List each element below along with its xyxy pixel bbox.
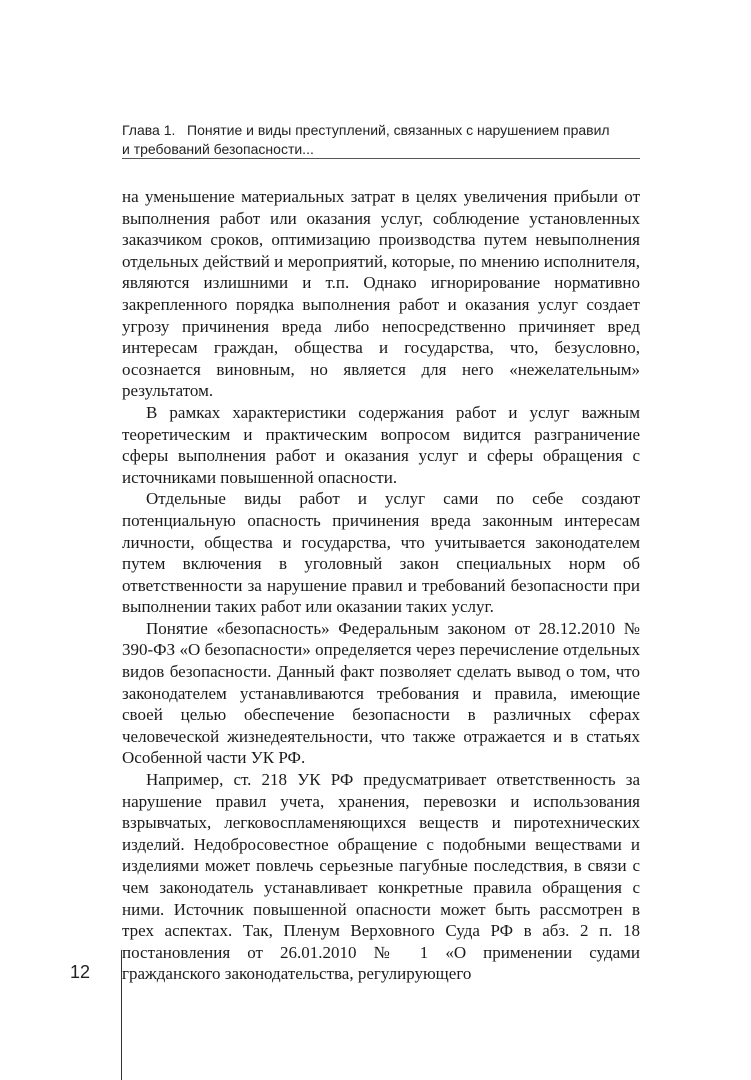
paragraph: Понятие «безопасность» Федеральным законом от 28.12.2010 № 390-ФЗ «О безопасности» определяется через перечисление отдельных видов безопасности. Данный факт позволяет сделать вывод о том, что законодателем устанавливаются требования и правила, имеющие своей целью обеспечение безопасности в различных сферах человеческой жизнедеятельности, что также отражается и в статьях Особенной части УК РФ. — [122, 618, 640, 768]
paragraph: В рамках характеристики содержания работ и услуг важным теоретическим и практическим вопросом видится разграничение сферы выполнения работ и оказания услуг и сферы обращения с источниками повышенной опасности. — [122, 402, 640, 487]
running-head-line-1: Глава 1. Понятие и виды преступлений, связанных с нарушением правил — [122, 122, 610, 138]
paragraph: Отдельные виды работ и услуг сами по себе создают потенциальную опасность причинения вреда законным интересам личности, общества и государства, что учитывается законодателем путем включения в уголовный закон специальных норм об ответственности за нарушение правил и требований безопасности при выполнении таких работ или оказании таких услуг. — [122, 489, 640, 617]
running-head — [122, 121, 642, 159]
paragraph: на уменьшение материальных затрат в целях увеличения прибыли от выполнения работ или оказания услуг, соблюдение установленных заказчиком сроков, оптимизацию производства путем невыполнения отдельных действий и мероприятий, которые, по мнению исполнителя, являются излишними и т.п. Однако игнорирование нормативно закрепленного порядка выполнения работ и оказания услуг создает угрозу причинения вреда либо непосредственно причиняет вред интересам граждан, общества и государства, что, безусловно, осознается виновным, но является для него «нежелательным» результатом. — [122, 187, 640, 401]
margin-rule — [121, 950, 122, 1080]
header-rule — [122, 158, 640, 159]
body-text — [122, 186, 640, 985]
page-number: 12 — [70, 962, 91, 982]
paragraph: Например, ст. 218 УК РФ предусматривает ответственность за нарушение правил учета, хранения, перевозки и использования взрывчатых, легковоспламеняющихся веществ и пиротехнических изделий. Недобросовестное обращение с подобными веществами и изделиями может повлечь серьезные пагубные последствия, в связи с чем законодатель устанавливает конкретные правила обращения с ними. Источник повышенной опасности может быть рассмотрен в трех аспектах. Так, Пленум Верховного Суда РФ в абз. 2 п. 18 постановления от 26.01.2010 № 1 «О применении судами гражданского законодательства, регулирующего — [122, 770, 640, 984]
running-head-line-2: и требований безопасности... — [122, 141, 314, 157]
